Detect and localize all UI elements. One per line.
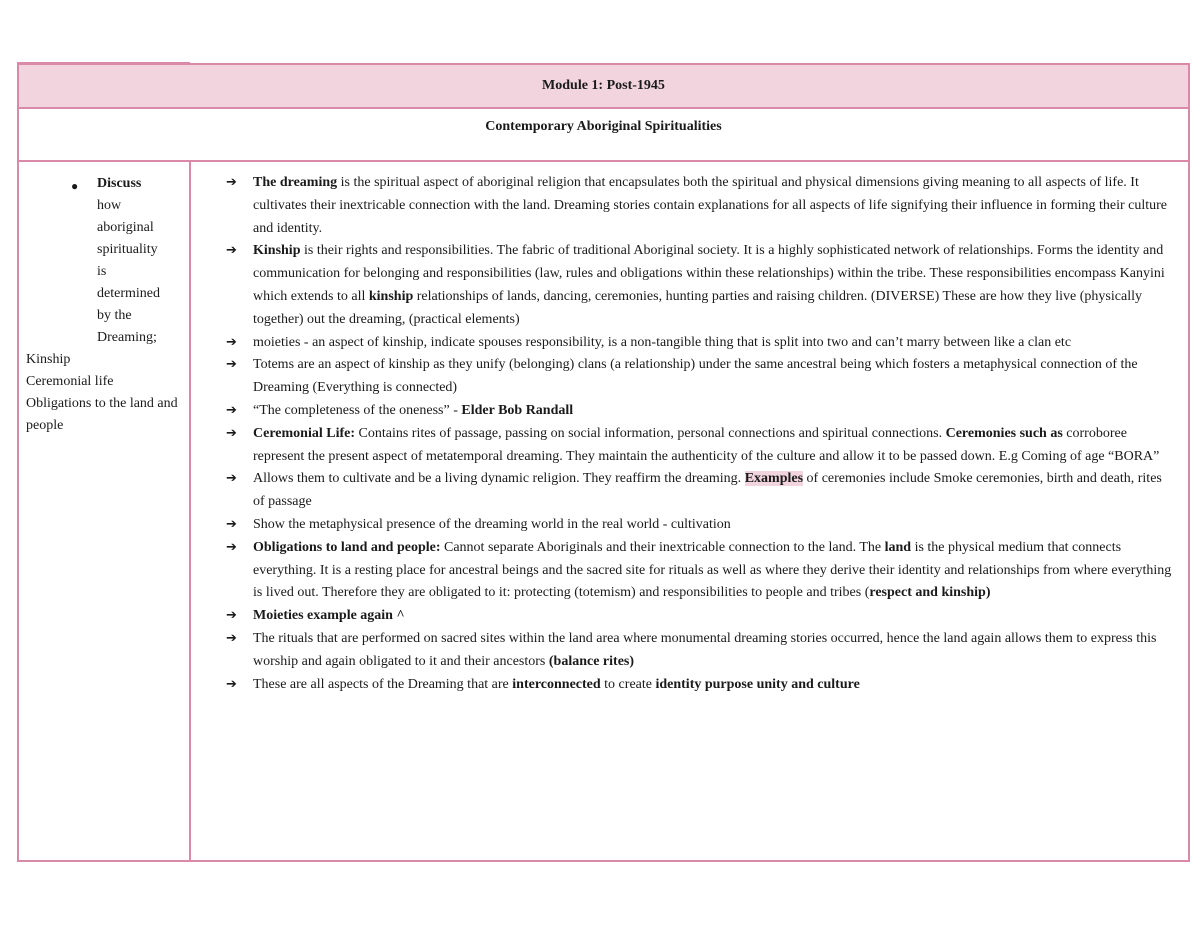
notes-table bbox=[17, 63, 1190, 862]
bullet-text: how aboriginal spirituality is determined by the Dreaming; bbox=[97, 198, 160, 345]
notes-list bbox=[191, 162, 1188, 696]
bold-text: Ceremonies such as bbox=[945, 425, 1063, 441]
item-text: Totems are an aspect of kinship as they unify (belonging) clans (a relationship) under the same ancestral being which fosters a metaphysical connection of the Dreaming (Everything is connected) bbox=[253, 357, 1138, 396]
bold-text: kinship bbox=[368, 288, 414, 304]
list-item bbox=[191, 400, 1172, 423]
list-item bbox=[191, 468, 1172, 514]
list-item bbox=[191, 354, 1172, 400]
item-text: moieties - an aspect of kinship, indicate spouses responsibility, is a non-tangible thing that is split into two and can’t marry between like a clan etc bbox=[253, 334, 1072, 350]
arrow-icon: ➔ bbox=[226, 608, 237, 624]
arrow-icon: ➔ bbox=[226, 471, 237, 487]
item-text: Allows them to cultivate and be a living dynamic religion. They reaffirm the dreaming. bbox=[253, 471, 745, 487]
topic-line: Obligations to the land and people bbox=[26, 396, 178, 433]
arrow-icon: ➔ bbox=[226, 402, 237, 418]
syllabus-bullet bbox=[19, 162, 167, 349]
bold-text: Kinship bbox=[253, 243, 301, 259]
item-text: of ceremonies include Smoke ceremonies, birth and death, rites of passage bbox=[253, 471, 1162, 510]
arrow-icon: ➔ bbox=[226, 175, 237, 190]
bold-text: Obligations to land and people: bbox=[253, 539, 441, 555]
arrow-icon: ➔ bbox=[226, 676, 237, 692]
list-item bbox=[191, 628, 1172, 674]
list-item bbox=[191, 240, 1172, 331]
bold-text: (balance rites) bbox=[548, 653, 635, 669]
bold-text: interconnected bbox=[512, 676, 601, 692]
item-text: is their rights and responsibilities. The fabric of traditional Aboriginal society. It is a highly sophisticated network of relationships. Forms the identity and communication for belonging and responsibilities (law, rules and obligations within these relationships) within the tribe. These responsibilities encompass Kanyini which extends to all bbox=[253, 243, 1165, 304]
notes-column bbox=[191, 162, 1188, 860]
item-text: Contains rites of passage, passing on social information, personal connections and spiritual connections. bbox=[355, 425, 946, 441]
page-title: Module 1: Post-1945 bbox=[19, 65, 1188, 109]
topic-column bbox=[19, 162, 191, 860]
item-text: corroboree represent the present aspect of metatemporal dreaming. They maintain the authenticity of the culture and allow it to be passed down. E.g Coming of age “BORA” bbox=[253, 425, 1160, 464]
bold-text: identity purpose unity and culture bbox=[655, 676, 860, 692]
arrow-icon: ➔ bbox=[226, 243, 237, 259]
arrow-icon: ➔ bbox=[226, 334, 237, 350]
list-item bbox=[191, 537, 1172, 605]
highlighted-text: Examples bbox=[744, 471, 804, 487]
item-text: The rituals that are performed on sacred sites within the land area where monumental dreaming stories occurred, hence the land again allows them to express this worship and again obligated to it and their ancestors bbox=[253, 630, 1157, 669]
item-text: relationships of lands, dancing, ceremonies, hunting parties and raising children. (DIVERSE) These are how they live (physically together) out the dreaming, (practical elements) bbox=[253, 288, 1142, 327]
topic-line: Ceremonial life bbox=[26, 374, 114, 389]
bold-text: land bbox=[884, 539, 912, 555]
bullet-dot-icon: ● bbox=[71, 179, 79, 193]
list-item bbox=[191, 332, 1172, 355]
bold-text: respect and kinship) bbox=[869, 585, 991, 601]
item-text: “The completeness of the oneness” - bbox=[253, 402, 462, 418]
item-text: These are all aspects of the Dreaming that are bbox=[253, 676, 513, 692]
item-text: is the spiritual aspect of aboriginal religion that encapsulates both the spiritual and physical dimensions giving meaning to all aspects of life. It cultivates their inextricable connection with the land. Dreaming stories contain explanations for all aspects of life signifying their influence in forming their culture and identity. bbox=[253, 175, 1167, 236]
item-text: is the physical medium that connects everything. It is a resting place for ancestral beings and the sacred site for rituals as well as where they derive their identity and relationships from where everything is lived out. Therefore they are obligated to it: protecting (totemism) and responsibilities to people and tribes ( bbox=[253, 539, 1172, 601]
arrow-icon: ➔ bbox=[226, 357, 237, 373]
list-item bbox=[191, 674, 1172, 697]
list-item bbox=[191, 514, 1172, 537]
item-text: Show the metaphysical presence of the dreaming world in the real world - cultivation bbox=[253, 516, 731, 532]
arrow-icon: ➔ bbox=[226, 630, 237, 646]
item-text: Cannot separate Aboriginals and their inextricable connection to the land. The bbox=[440, 539, 885, 555]
arrow-icon: ➔ bbox=[226, 425, 237, 441]
topic-line: Kinship bbox=[26, 352, 71, 367]
bold-text: Moieties example again ^ bbox=[253, 608, 405, 624]
bold-text: The dreaming bbox=[253, 175, 338, 190]
list-item bbox=[191, 172, 1172, 240]
arrow-icon: ➔ bbox=[226, 539, 237, 555]
item-text: to create bbox=[600, 676, 656, 692]
list-item bbox=[191, 423, 1172, 469]
list-item bbox=[191, 605, 1172, 628]
bullet-bold: Discuss bbox=[97, 176, 142, 191]
bold-text: Ceremonial Life: bbox=[253, 425, 355, 441]
arrow-icon: ➔ bbox=[226, 516, 237, 532]
bold-text: Elder Bob Randall bbox=[461, 402, 574, 418]
page-subtitle: Contemporary Aboriginal Spiritualities bbox=[19, 107, 1188, 162]
